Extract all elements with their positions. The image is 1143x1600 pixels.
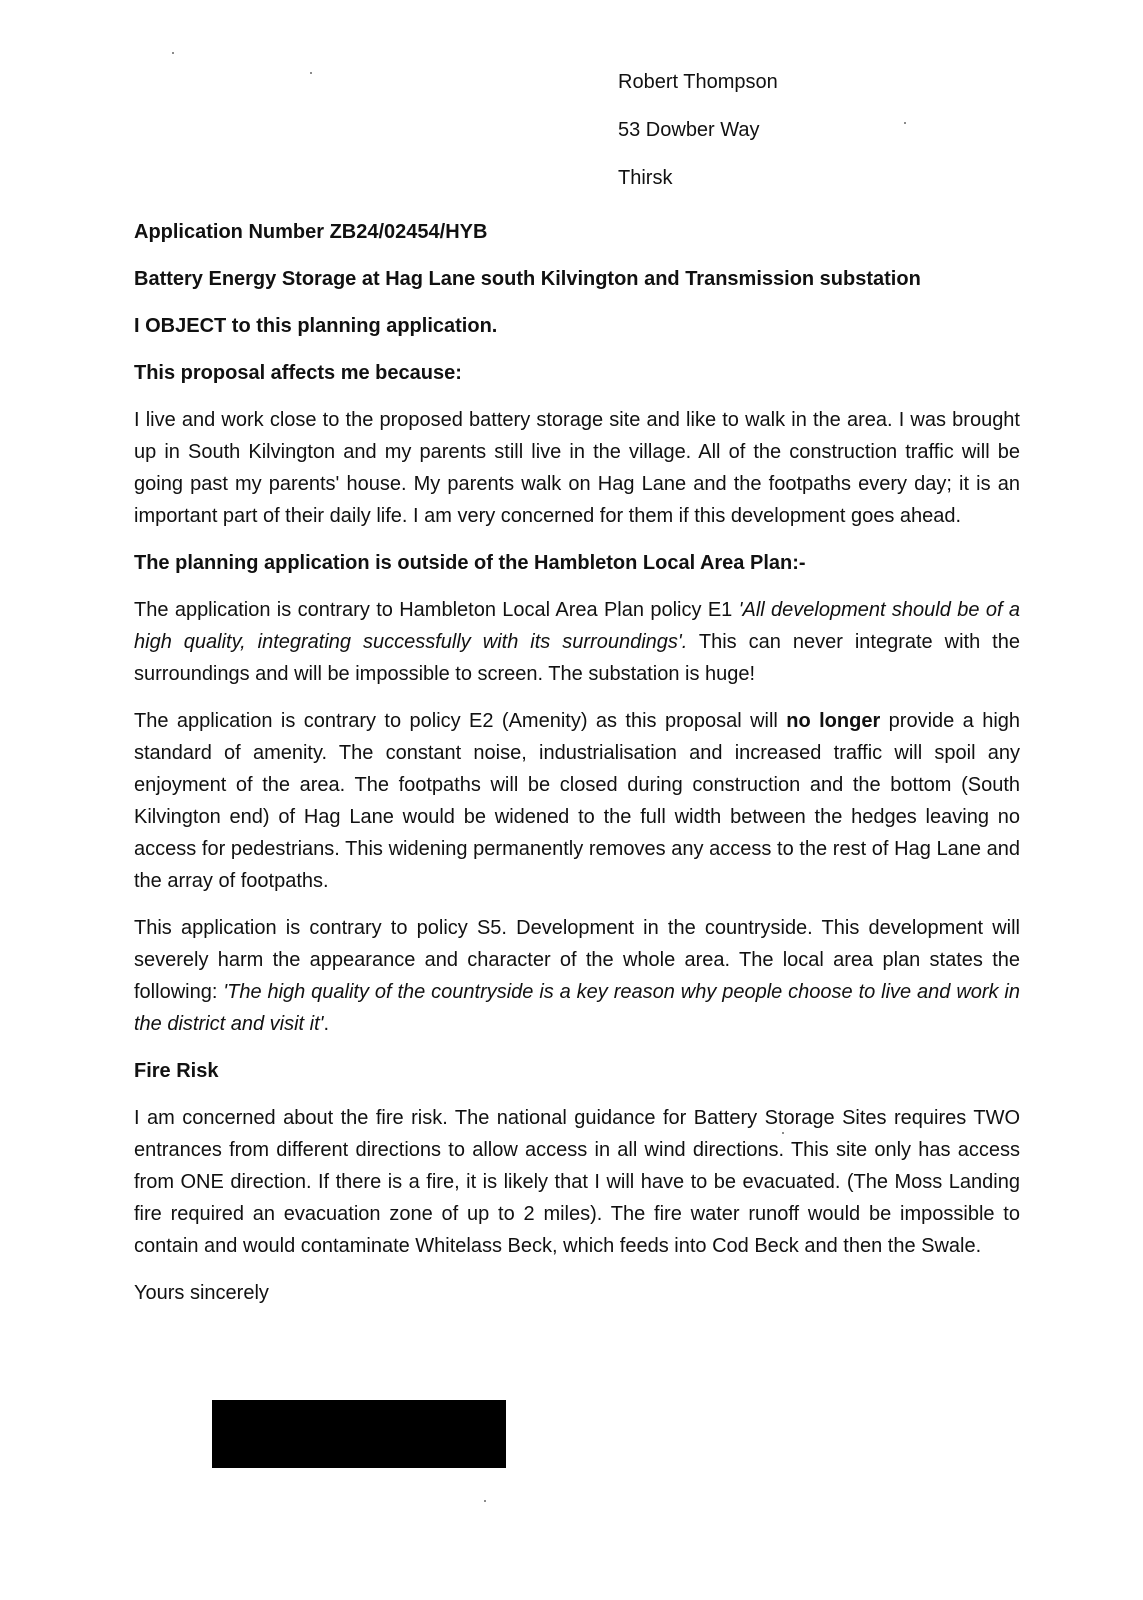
policy-e2-rest: provide a high standard of amenity. The constant noise, industrialisation and increased traffic will spoil any enjoyment of the area. The footpaths will be closed during construction and the bottom (South Kilvington end) of Hag Lane would be widened to the full width between the hedges leaving no access for pedestrians. This widening permanently removes any access to the rest of Hag Lane and the array of footpaths. — [134, 710, 1021, 892]
policy-s5-quote: 'The high quality of the countryside is a key reason why people choose to live and work in the district and visit it' — [134, 981, 1021, 1035]
policy-e2-paragraph — [134, 705, 1020, 897]
sender-name: Robert Thompson — [618, 71, 778, 93]
policy-s5-end: . — [323, 1013, 330, 1035]
policy-e1-quote: 'All development should be of a high quality, integrating successfully with its surroundings'. — [134, 599, 1020, 653]
policy-s5-intro: This application is contrary to policy S5. Development in the countryside. This development will severely harm the appearance and character of the whole area. The local area plan states the following: — [134, 917, 1020, 1003]
affects-heading: This proposal affects me because: — [134, 362, 462, 384]
letter-body — [134, 216, 1020, 1309]
fire-risk-paragraph: I am concerned about the fire risk. The national guidance for Battery Storage Sites requires TWO entrances from different directions to allow access in all wind directions. This site only has access from ONE direction. If there is a fire, it is likely that I will have to be evacuated. (The Moss Landing fire required an evacuation zone of up to 2 miles). The fire water runoff would be impossible to contain and would contaminate Whitelass Beck, which feeds into Cod Beck and then the Swale. — [134, 1107, 1020, 1257]
application-number: Application Number ZB24/02454/HYB — [134, 221, 488, 243]
scan-speck — [484, 1500, 486, 1502]
affects-paragraph: I live and work close to the proposed battery storage site and like to walk in the area. I was brought up in South Kilvington and my parents still live in the village. All of the construction traffic will be going past my parents' house. My parents walk on Hag Lane and the footpaths every day; it is an important part of their daily life. I am very concerned for them if this development goes ahead. — [134, 409, 1020, 527]
letter-subject: Battery Energy Storage at Hag Lane south Kilvington and Transmission substation — [134, 268, 921, 290]
policy-e2-emphasis: no longer — [786, 710, 881, 732]
policy-e1-paragraph — [134, 594, 1020, 690]
policy-e2-intro: The application is contrary to policy E2 (Amenity) as this proposal will — [134, 710, 787, 732]
sender-town: Thirsk — [618, 167, 673, 189]
scan-speck — [904, 122, 906, 124]
scan-speck — [310, 72, 312, 74]
policy-s5-paragraph — [134, 912, 1020, 1040]
redacted-signature — [212, 1400, 506, 1468]
scan-speck — [172, 52, 174, 54]
sender-address — [618, 70, 778, 214]
objection-statement: I OBJECT to this planning application. — [134, 315, 498, 337]
signoff: Yours sincerely — [134, 1282, 269, 1304]
policy-e1-rest: This can never integrate with the surroundings and will be impossible to screen. The substation is huge! — [134, 631, 1020, 685]
plan-heading: The planning application is outside of the Hambleton Local Area Plan:- — [134, 552, 806, 574]
fire-risk-heading: Fire Risk — [134, 1060, 219, 1082]
policy-e1-intro: The application is contrary to Hambleton Local Area Plan policy E1 — [134, 599, 739, 621]
sender-street: 53 Dowber Way — [618, 119, 760, 141]
